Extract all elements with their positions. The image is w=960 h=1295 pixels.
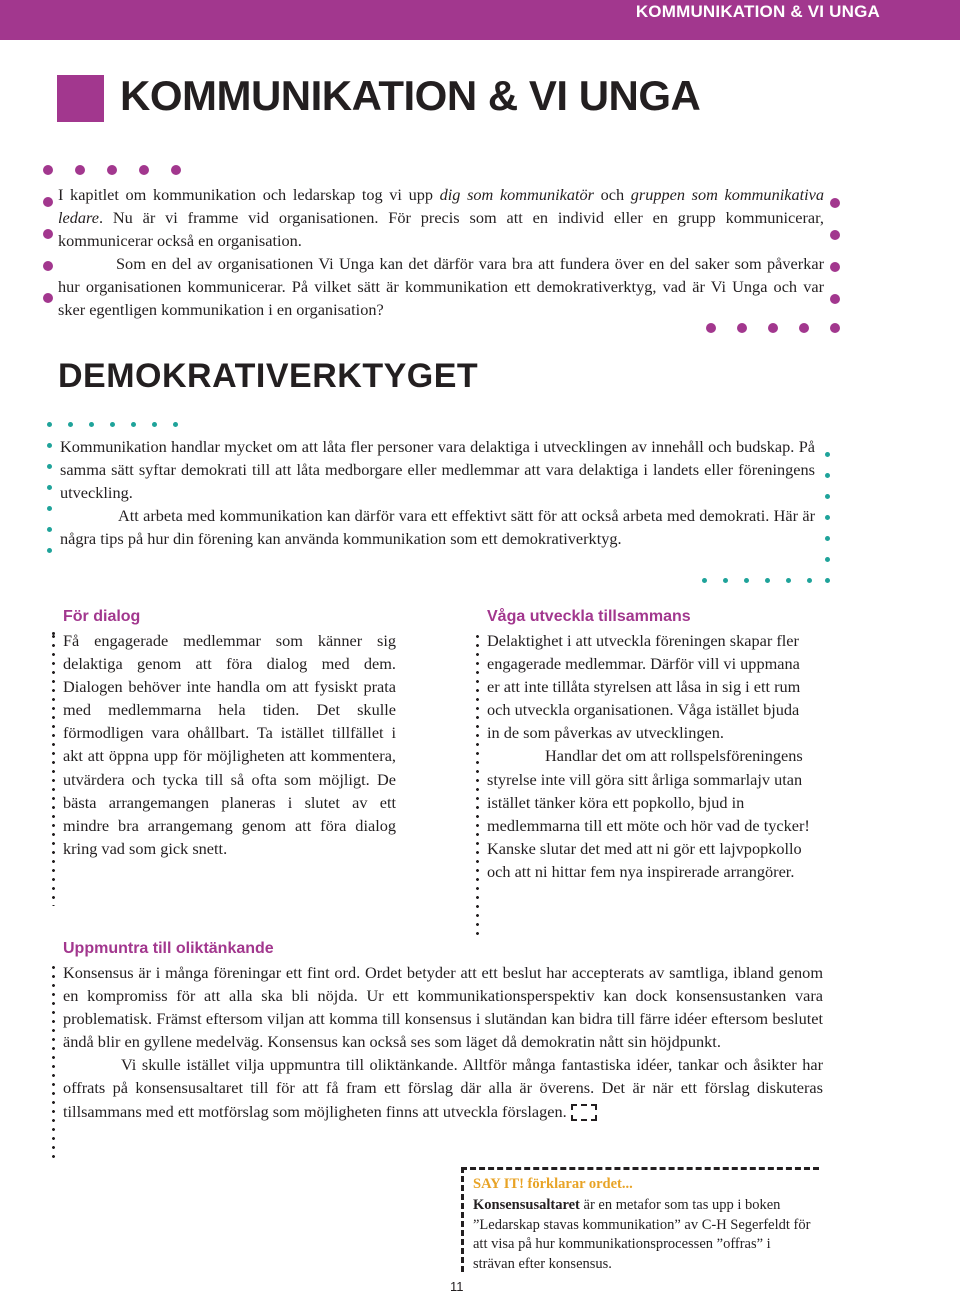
decor-dot	[830, 198, 840, 208]
decor-dot	[139, 165, 149, 175]
dialog-paragraph: Få engagerade medlemmar som känner sig delaktiga genom att föra dialog med dem. Dialogen behöver inte handla om att fysiskt prata med medlemmarna hela tiden. Det skulle förmodligen vara ohållbart. Ta istället tillfället i akt att öppna upp för möjligheten att kommentera, utvärdera och tycka till så ofta som möjligt. De bästa arrangemangen planeras i slutet av ett mindre bra arrangemang genom att föra dialog kring vad som gick snett.	[63, 631, 396, 858]
vaga-paragraph-2: Handlar det om att rollspelsföreningens styrelse inte vill göra sitt årliga sommarlajv utan istället tänker köra ett popkollo, bjud in medlemmarna till ett möte och hör vad de tycker! Kanske slutar det med att ni gör ett lajvpopkollo och att ni hittar fem nya inspirerade arrangörer.	[487, 746, 810, 881]
demokrati-paragraph-1: Kommunikation handlar mycket om att låta fler personer vara delaktiga i utvecklingen av innehåll och budskap. På samma sätt syftar demokrati till att låta medborgare eller medlemmar att vara delaktiga i landets eller föreningens utveckling.	[60, 437, 815, 503]
section-heading-demokrativerktyget: DEMOKRATIVERKTYGET	[58, 357, 479, 395]
decor-dot	[47, 527, 52, 532]
decor-dot	[830, 230, 840, 240]
vaga-text	[487, 629, 815, 883]
say-it-definition: är en metafor som tas upp i boken ”Ledarskap stavas kommunikation” av C-H Segerfeldt för att visa på hur kommunikationsprocessen ”offras” i strävan efter konsensus.	[473, 1197, 811, 1272]
decor-dot	[68, 422, 73, 427]
decor-dot	[723, 578, 728, 583]
decor-dot	[830, 323, 840, 333]
decor-dot	[43, 293, 53, 303]
decor-dot	[825, 557, 830, 562]
decor-dot	[43, 165, 53, 175]
decor-dot	[47, 464, 52, 469]
decor-dot	[43, 261, 53, 271]
decor-dot	[702, 578, 707, 583]
say-it-border-left	[461, 1167, 464, 1272]
say-it-box	[461, 1167, 821, 1272]
say-it-border-top	[461, 1167, 819, 1170]
oliktankande-text	[63, 961, 823, 1123]
decor-dot	[825, 452, 830, 457]
decor-dot	[825, 494, 830, 499]
decor-dot	[830, 294, 840, 304]
decor-dot	[786, 578, 791, 583]
decor-dot	[75, 165, 85, 175]
header-band-title: KOMMUNIKATION & VI UNGA	[635, 2, 880, 21]
heading-vaga-utveckla: Våga utveckla tillsammans	[487, 608, 691, 625]
decor-dot	[825, 536, 830, 541]
decor-dot	[706, 323, 716, 333]
decor-dot	[744, 578, 749, 583]
decor-dot	[799, 323, 809, 333]
decor-dot	[171, 165, 181, 175]
title-square-decoration	[57, 75, 104, 122]
dialog-dot-line	[52, 632, 55, 906]
demokrati-paragraph-2: Att arbeta med kommunikation kan därför vara ett effektivt sätt för att också arbeta med demokrati. Här är några tips på hur din förening kan använda kommunikation som ett demokrativerktyg.	[60, 506, 815, 549]
header-band	[0, 0, 960, 40]
intro-paragraph-2: Som en del av organisationen Vi Unga kan det därför vara bra att fundera över en del saker som påverkar hur organisationen kommunicerar. På vilket sätt är kommunikation ett demokrativerktyg, vad är Vi Unga och var sker egentligen kommunikation i en organisation?	[58, 254, 824, 320]
decor-dot	[173, 422, 178, 427]
vaga-dot-line	[476, 632, 479, 940]
demokrati-text	[60, 435, 815, 550]
decor-dot	[131, 422, 136, 427]
decor-dot	[825, 578, 830, 583]
end-mark-icon	[571, 1104, 597, 1121]
oliktankande-paragraph-2: Vi skulle istället vilja uppmuntra till oliktänkande. Alltför många fantastiska idéer, tankar och åsikter har offrats på konsensusaltaret till för att få fram ett förslag där alla är överens. Det är när ett förslag diskuteras tillsammans med ett motförslag som möjligheten finns att utveckla förslagen.	[63, 1055, 823, 1121]
decor-dot	[807, 578, 812, 583]
decor-dot	[830, 262, 840, 272]
heading-oliktankande: Uppmuntra till oliktänkande	[63, 940, 274, 957]
decor-dot	[47, 506, 52, 511]
decor-dot	[110, 422, 115, 427]
intro-text	[58, 183, 824, 322]
say-it-body	[473, 1196, 811, 1274]
decor-dot	[47, 548, 52, 553]
decor-dot	[47, 443, 52, 448]
oliktankande-dot-line	[52, 963, 55, 1158]
decor-dot	[47, 485, 52, 490]
decor-dot	[152, 422, 157, 427]
say-it-heading: SAY IT! förklarar ordet...	[473, 1176, 633, 1192]
dialog-text	[63, 629, 396, 860]
decor-dot	[43, 229, 53, 239]
decor-dot	[825, 515, 830, 520]
oliktankande-paragraph-1: Konsensus är i många föreningar ett fint ord. Ordet betyder att ett beslut har accepterats av samtliga, ibland genom en kompromiss för att alla ska bli nöjda. Ur ett kommunikationsperspektiv kan dock konsensustanken vara problematisk. Främst eftersom viljan att komma till konsensus i slutändan kan bidra till färre idéer eftersom beslutet ändå blir en gyllene medelväg. Konsensus kan också ses som läget då demokratin nått sin höjdpunkt.	[63, 963, 823, 1052]
page-number: 11	[450, 1279, 464, 1294]
heading-for-dialog: För dialog	[63, 608, 141, 625]
vaga-paragraph-1: Delaktighet i att utveckla föreningen skapar fler engagerade medlemmar. Därför vill vi uppmana er att inte tillåta styrelsen att låsa in sig i ett rum och utveckla organisationen. Våga istället bjuda in de som påverkas av utvecklingen.	[487, 631, 801, 743]
intro-paragraph-1: I kapitlet om kommunikation och ledarskap tog vi upp dig som kommunikatör och gruppen som kommunikativa ledare. Nu är vi framme vid organisationen. För precis som att en individ eller en grupp kommunicerar, kommunicerar också en organisation.	[58, 185, 825, 251]
decor-dot	[737, 323, 747, 333]
decor-dot	[89, 422, 94, 427]
say-it-term: Konsensusaltaret	[473, 1197, 580, 1213]
decor-dot	[825, 473, 830, 478]
decor-dot	[768, 323, 778, 333]
decor-dot	[765, 578, 770, 583]
decor-dot	[107, 165, 117, 175]
decor-dot	[47, 422, 52, 427]
decor-dot	[43, 197, 53, 207]
page-title: KOMMUNIKATION & VI UNGA	[120, 72, 701, 119]
